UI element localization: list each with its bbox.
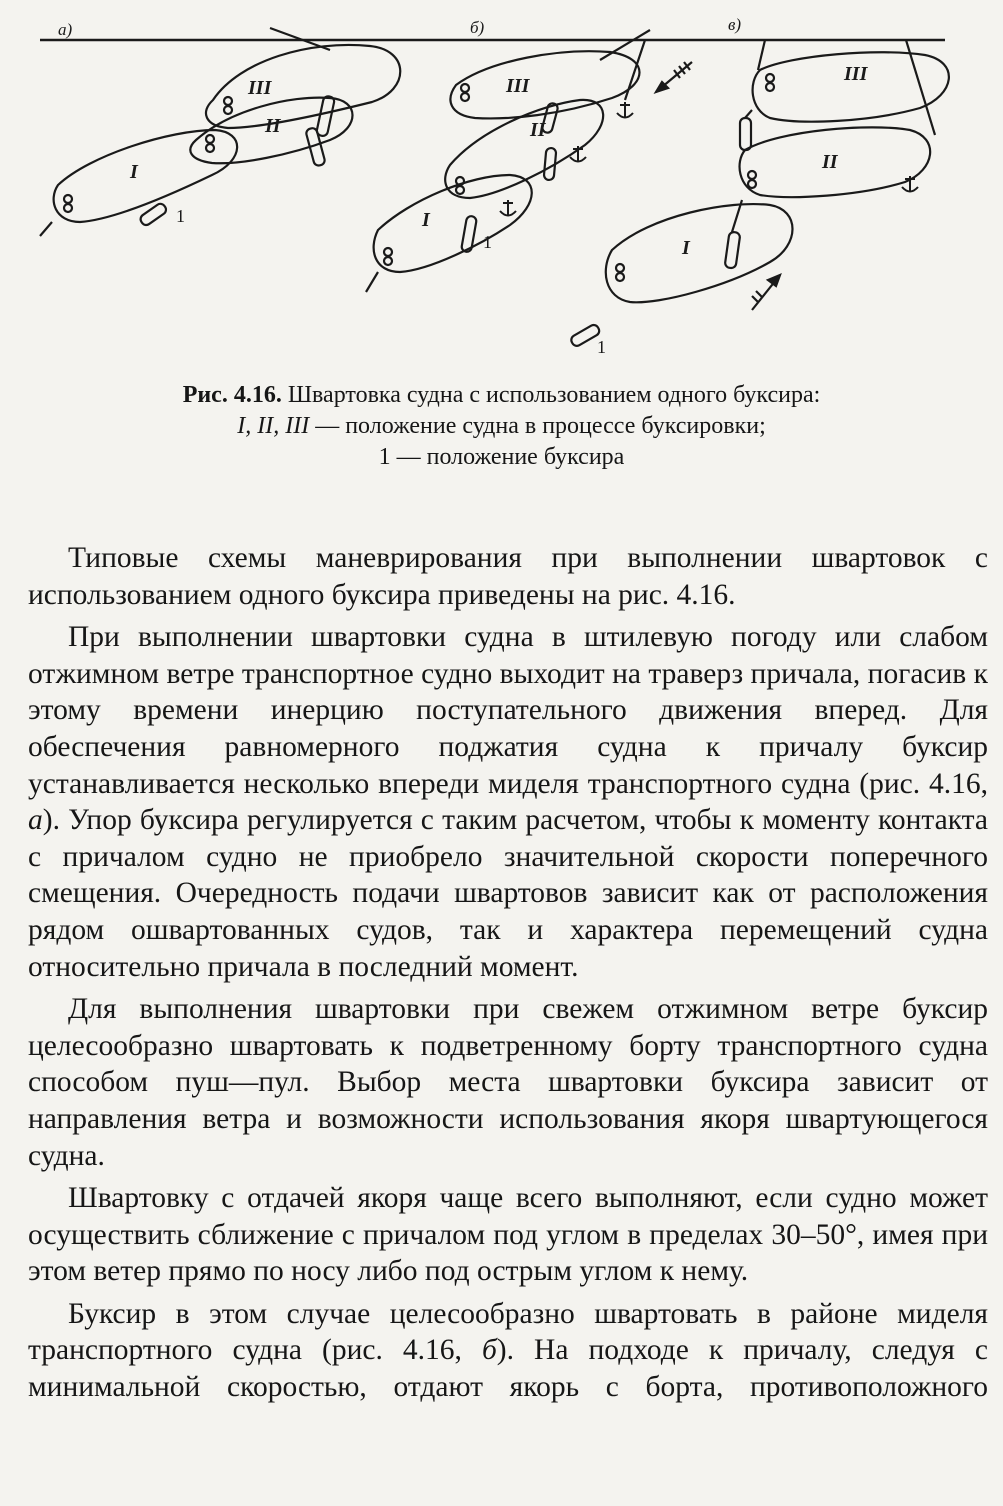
label-b-tug: 1 xyxy=(483,232,492,252)
panel-a-tug-top xyxy=(316,95,335,136)
panel-c-tug-top xyxy=(740,118,751,150)
wind-arrow-icon xyxy=(656,62,692,92)
figure-ref-b: б xyxy=(481,1334,497,1367)
paragraph-5-part-1: Буксир в этом случае целесообразно швартовать в районе миделя транспортного судна (рис. 4.16, xyxy=(28,1297,988,1367)
caption-line-3: 1 — положение буксира xyxy=(378,444,625,470)
figure-caption xyxy=(0,380,1003,473)
label-b-I: I xyxy=(422,209,430,231)
label-c-II: II xyxy=(822,151,838,173)
label-a-tug: 1 xyxy=(176,206,185,226)
label-c-III: III xyxy=(844,63,868,85)
paragraph-4: Швартовку с отдачей якоря чаще всего выполняют, если судно может осуществить сближение с причалом под углом в пределах 30–50°, имея при этом ветер прямо по носу либо под острым углом к нему. xyxy=(28,1182,988,1288)
figure-mooring-diagram xyxy=(0,0,1003,370)
anchor-icon xyxy=(617,102,633,118)
paragraph-2-part-1: При выполнении швартовки судна в штилевую погоду или слабом отжимном ветре транспортное судно выходит на траверз причала, погасив к этому времени инерцию поступательного движения вперед. Для обеспечения равномерного поджатия судна к причалу буксир устанавливается несколько впереди миделя транспортного судна (рис. 4.16, xyxy=(28,621,988,800)
panel-label-c: в) xyxy=(728,15,742,34)
label-c-I: I xyxy=(682,237,690,259)
caption-title: Швартовка судна с использованием одного буксира: xyxy=(287,382,821,408)
panel-label-b: б) xyxy=(470,18,485,37)
label-a-I: I xyxy=(130,161,138,183)
label-a-III: III xyxy=(248,77,272,99)
anchor-icon xyxy=(500,200,516,216)
caption-roman-numerals: I, II, III xyxy=(237,413,310,439)
panel-c-tug-mid xyxy=(725,231,741,268)
caption-figure-label: Рис. 4.16. xyxy=(182,382,282,408)
paragraph-3: Для выполнения швартовки при свежем отжимном ветре буксир целесообразно швартовать к подветренному борту транспортного судна способом пуш—пул. Выбор места швартовки буксира зависит от направления ветра и возможности использования якоря швартующегося судна. xyxy=(28,993,988,1172)
body-text xyxy=(28,540,988,1412)
wind-arrow-icon xyxy=(752,275,780,310)
label-b-III: III xyxy=(506,75,530,97)
paragraph-5 xyxy=(28,1296,988,1406)
panel-c-ship-position-2 xyxy=(740,127,931,197)
paragraph-2-part-2: ). Упор буксира регулируется с таким расчетом, чтобы к моменту контакта с причалом судно не приобрело значительной скорости поперечного смещения. Очередность подачи швартовов зависит как от расположения рядом ошвартованных судов, так и характера перемещений судна относительно причала в последний момент. xyxy=(28,804,988,983)
label-c-tug: 1 xyxy=(597,337,606,357)
caption-line-1 xyxy=(0,380,1003,411)
label-b-II: II xyxy=(530,119,546,141)
label-a-II: II xyxy=(265,115,281,137)
paragraph-5-part-2: ). На подходе к причалу, следуя с минимальной скоростью, отдают якорь с борта, противоположного xyxy=(28,1334,988,1404)
caption-line-2 xyxy=(0,411,1003,442)
paragraph-2 xyxy=(28,619,988,985)
anchor-icon xyxy=(902,176,918,192)
paragraph-1: Типовые схемы маневрирования при выполнении швартовок с использованием одного буксира приведены на рис. 4.16. xyxy=(28,542,988,611)
figure-ref-a: а xyxy=(28,804,43,837)
panel-c-ship-position-1 xyxy=(606,204,793,302)
panel-label-a: а) xyxy=(58,20,73,39)
panel-b-ship-position-1 xyxy=(366,175,532,292)
caption-line-2-text: — положение судна в процессе буксировки; xyxy=(315,413,766,439)
panel-b-tug-mid xyxy=(544,148,557,181)
